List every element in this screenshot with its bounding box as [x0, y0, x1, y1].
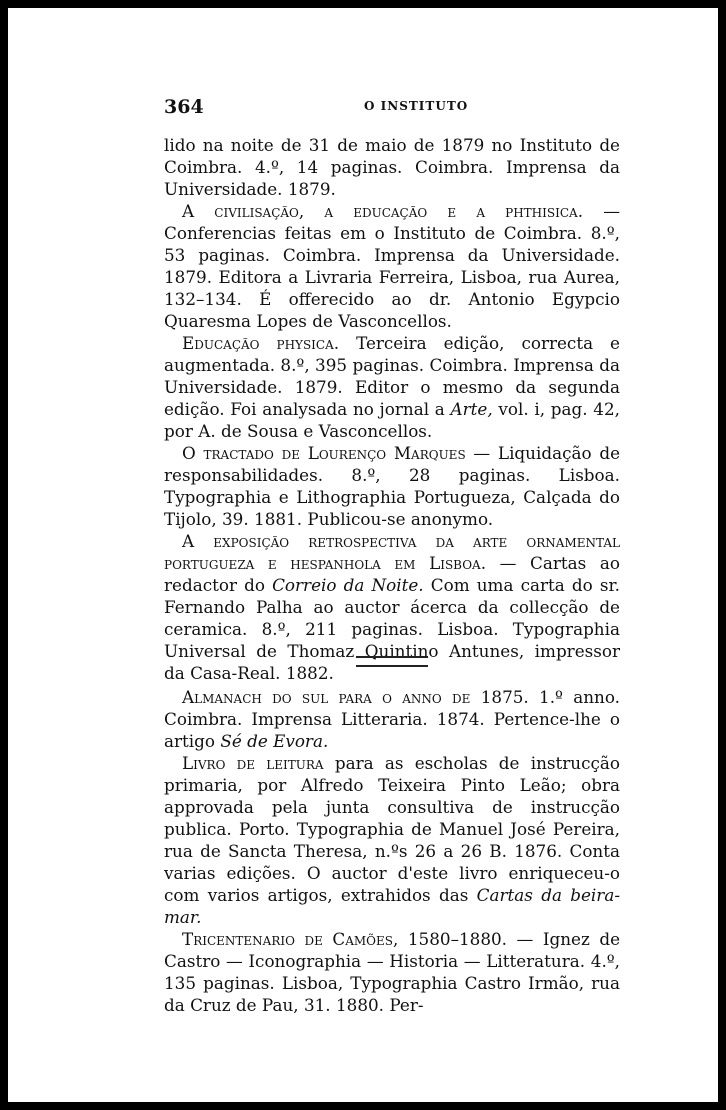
entry-educacao-physica [164, 332, 620, 442]
entry-continuation [164, 134, 620, 200]
entry-title: Livro de leitura [182, 753, 324, 773]
entry-italic: Arte, [450, 399, 493, 419]
entry-title: Tricentenario de Camões, [182, 929, 399, 949]
entry-title: A exposição retrospectiva da arte ornamental portugueza e hespanhola em Lisboa. [164, 531, 620, 573]
page-number: 364 [164, 96, 204, 118]
entry-text: vol. i, pag. 42, por A. de Sousa e Vasconcellos. [164, 399, 620, 441]
entry-tractado [164, 442, 620, 530]
entry-text: — Conferencias feitas em o Instituto de Coimbra. 8.º, 53 paginas. Coimbra. Imprensa da Universidade. 1879. Editora a Livraria Ferreira, Lisboa, rua Aurea, 132–134. É offerecido ao dr. Antonio Egypcio Quaresma Lopes de Vasconcellos. [164, 201, 620, 331]
entry-title: Almanach do sul para o anno de [182, 687, 471, 707]
entry-text: — Cartas ao redactor do [164, 553, 620, 595]
entry-civilisacao [164, 200, 620, 332]
entry-text: — Liquidação de responsabilidades. 8.º, 28 paginas. Lisboa. Typographia e Lithographia Portugueza, Calçada do Tijolo, 39. 1881. Publicou-se anonymo. [164, 443, 621, 529]
entry-italic: Sé de Evora. [220, 731, 329, 751]
entry-livro-de-leitura [164, 752, 620, 928]
section-divider [356, 656, 428, 667]
entry-title: A civilisação, a educação e a phthisica. [182, 201, 584, 221]
book-page [8, 8, 718, 1102]
entry-title: O tractado de Lourenço Marques [182, 443, 466, 463]
entry-almanach [164, 686, 620, 752]
entry-text: Terceira edição, correcta e augmentada. 8.º, 395 paginas. Coimbra. Imprensa da Universidade. 1879. Editor o mesmo da segunda edição. Foi analysada no jornal a [164, 333, 620, 419]
entry-text: lido na noite de 31 de maio de 1879 no Instituto de Coimbra. 4.º, 14 paginas. Coimbra. Imprensa da Universidade. 1879. [164, 135, 620, 199]
entry-text: Com uma carta do sr. Fernando Palha ao auctor ácerca da collecção de ceramica. 8.º, 211 paginas. Lisboa. Typographia Universal de Thomaz Quintino Antunes, impressor da Casa-Real. 1882. [164, 575, 621, 683]
entry-text: 1580–1880. — Ignez de Castro — Iconographia — Historia — Litteratura. 4.º, 135 paginas. Lisboa, Typographia Castro Irmão, rua da Cruz de Pau, 31. 1880. Per- [164, 929, 620, 1015]
page-header [164, 96, 624, 120]
entry-text: 1875. 1.º anno. Coimbra. Imprensa Litteraria. 1874. Pertence-lhe o artigo [164, 687, 620, 751]
bibliography-section-1 [164, 134, 620, 684]
bibliography-section-2 [164, 686, 620, 1016]
entry-italic: Correio da Noite. [272, 575, 424, 595]
entry-title: Educação physica. [182, 333, 340, 353]
entry-text: para as escholas de instrucção primaria, por Alfredo Teixeira Pinto Leão; obra approvada pela junta consultiva de instrucção publica. Porto. Typographia de Manuel José Pereira, rua de Sancta Theresa, n.ºs 26 a 26 B. 1876. Conta varias edições. O auctor d'este livro enriqueceu-o com varios artigos, extrahidos das [164, 753, 620, 905]
entry-italic: Cartas da beira-mar. [164, 885, 620, 927]
running-title: O INSTITUTO [364, 99, 469, 113]
entry-tricentenario [164, 928, 620, 1016]
